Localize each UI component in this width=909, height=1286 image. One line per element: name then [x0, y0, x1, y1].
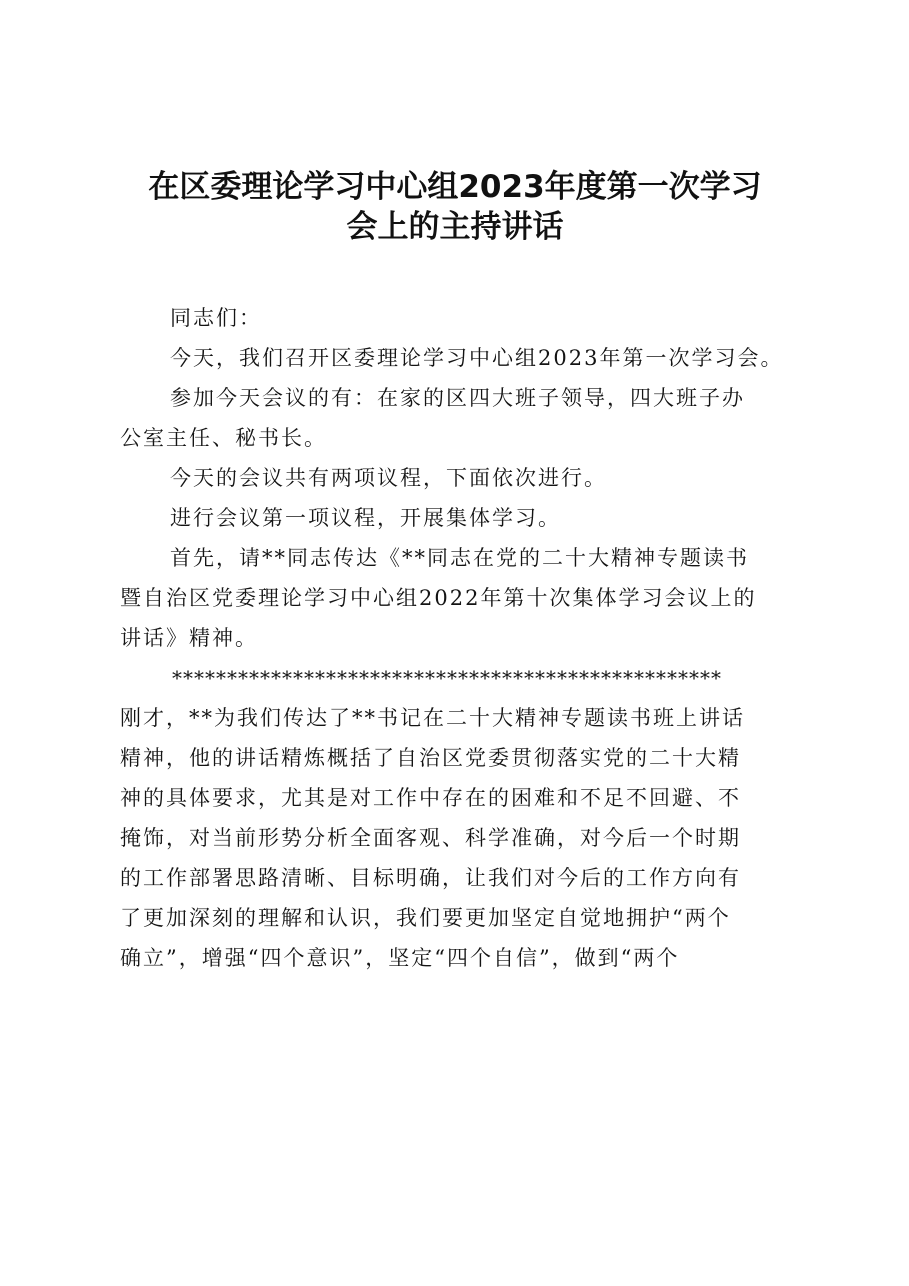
- body-line: 精神，他的讲话精炼概括了自治区党委贯彻落实党的二十大精: [120, 746, 741, 770]
- document-body: [120, 298, 800, 978]
- body-line: 今天的会议共有两项议程，下面依次进行。: [170, 466, 607, 490]
- body-line: 讲话》精神。: [120, 626, 258, 650]
- body-line: 首先，请**同志传达《**同志在党的二十大精神专题读书: [170, 546, 749, 570]
- document-title: [110, 165, 800, 245]
- title-line-2: 会上的主持讲话: [346, 209, 564, 245]
- body-line: 确立”，增强“四个意识”，坚定“四个自信”，做到“两个: [120, 946, 680, 970]
- separator-stars: **************************************************: [172, 666, 722, 690]
- body-line: 的工作部署思路清晰、目标明确，让我们对今后的工作方向有: [120, 866, 741, 890]
- title-line-1: 在区委理论学习中心组2023年度第一次学习: [148, 169, 762, 205]
- body-line: 参加今天会议的有：在家的区四大班子领导，四大班子办: [170, 386, 745, 410]
- greeting-line: 同志们：: [170, 306, 262, 330]
- body-line: 刚才，**为我们传达了**书记在二十大精神专题读书班上讲话: [120, 706, 745, 730]
- body-line: 掩饰，对当前形势分析全面客观、科学准确，对今后一个时期: [120, 826, 741, 850]
- body-line: 神的具体要求，尤其是对工作中存在的困难和不足不回避、不: [120, 786, 741, 810]
- body-line: 暨自治区党委理论学习中心组2022年第十次集体学习会议上的: [120, 586, 757, 610]
- body-line: 进行会议第一项议程，开展集体学习。: [170, 506, 561, 530]
- body-line: 公室主任、秘书长。: [120, 426, 327, 450]
- body-line: 今天，我们召开区委理论学习中心组2023年第一次学习会。: [170, 346, 784, 370]
- body-line: 了更加深刻的理解和认识，我们要更加坚定自觉地拥护“两个: [120, 906, 731, 930]
